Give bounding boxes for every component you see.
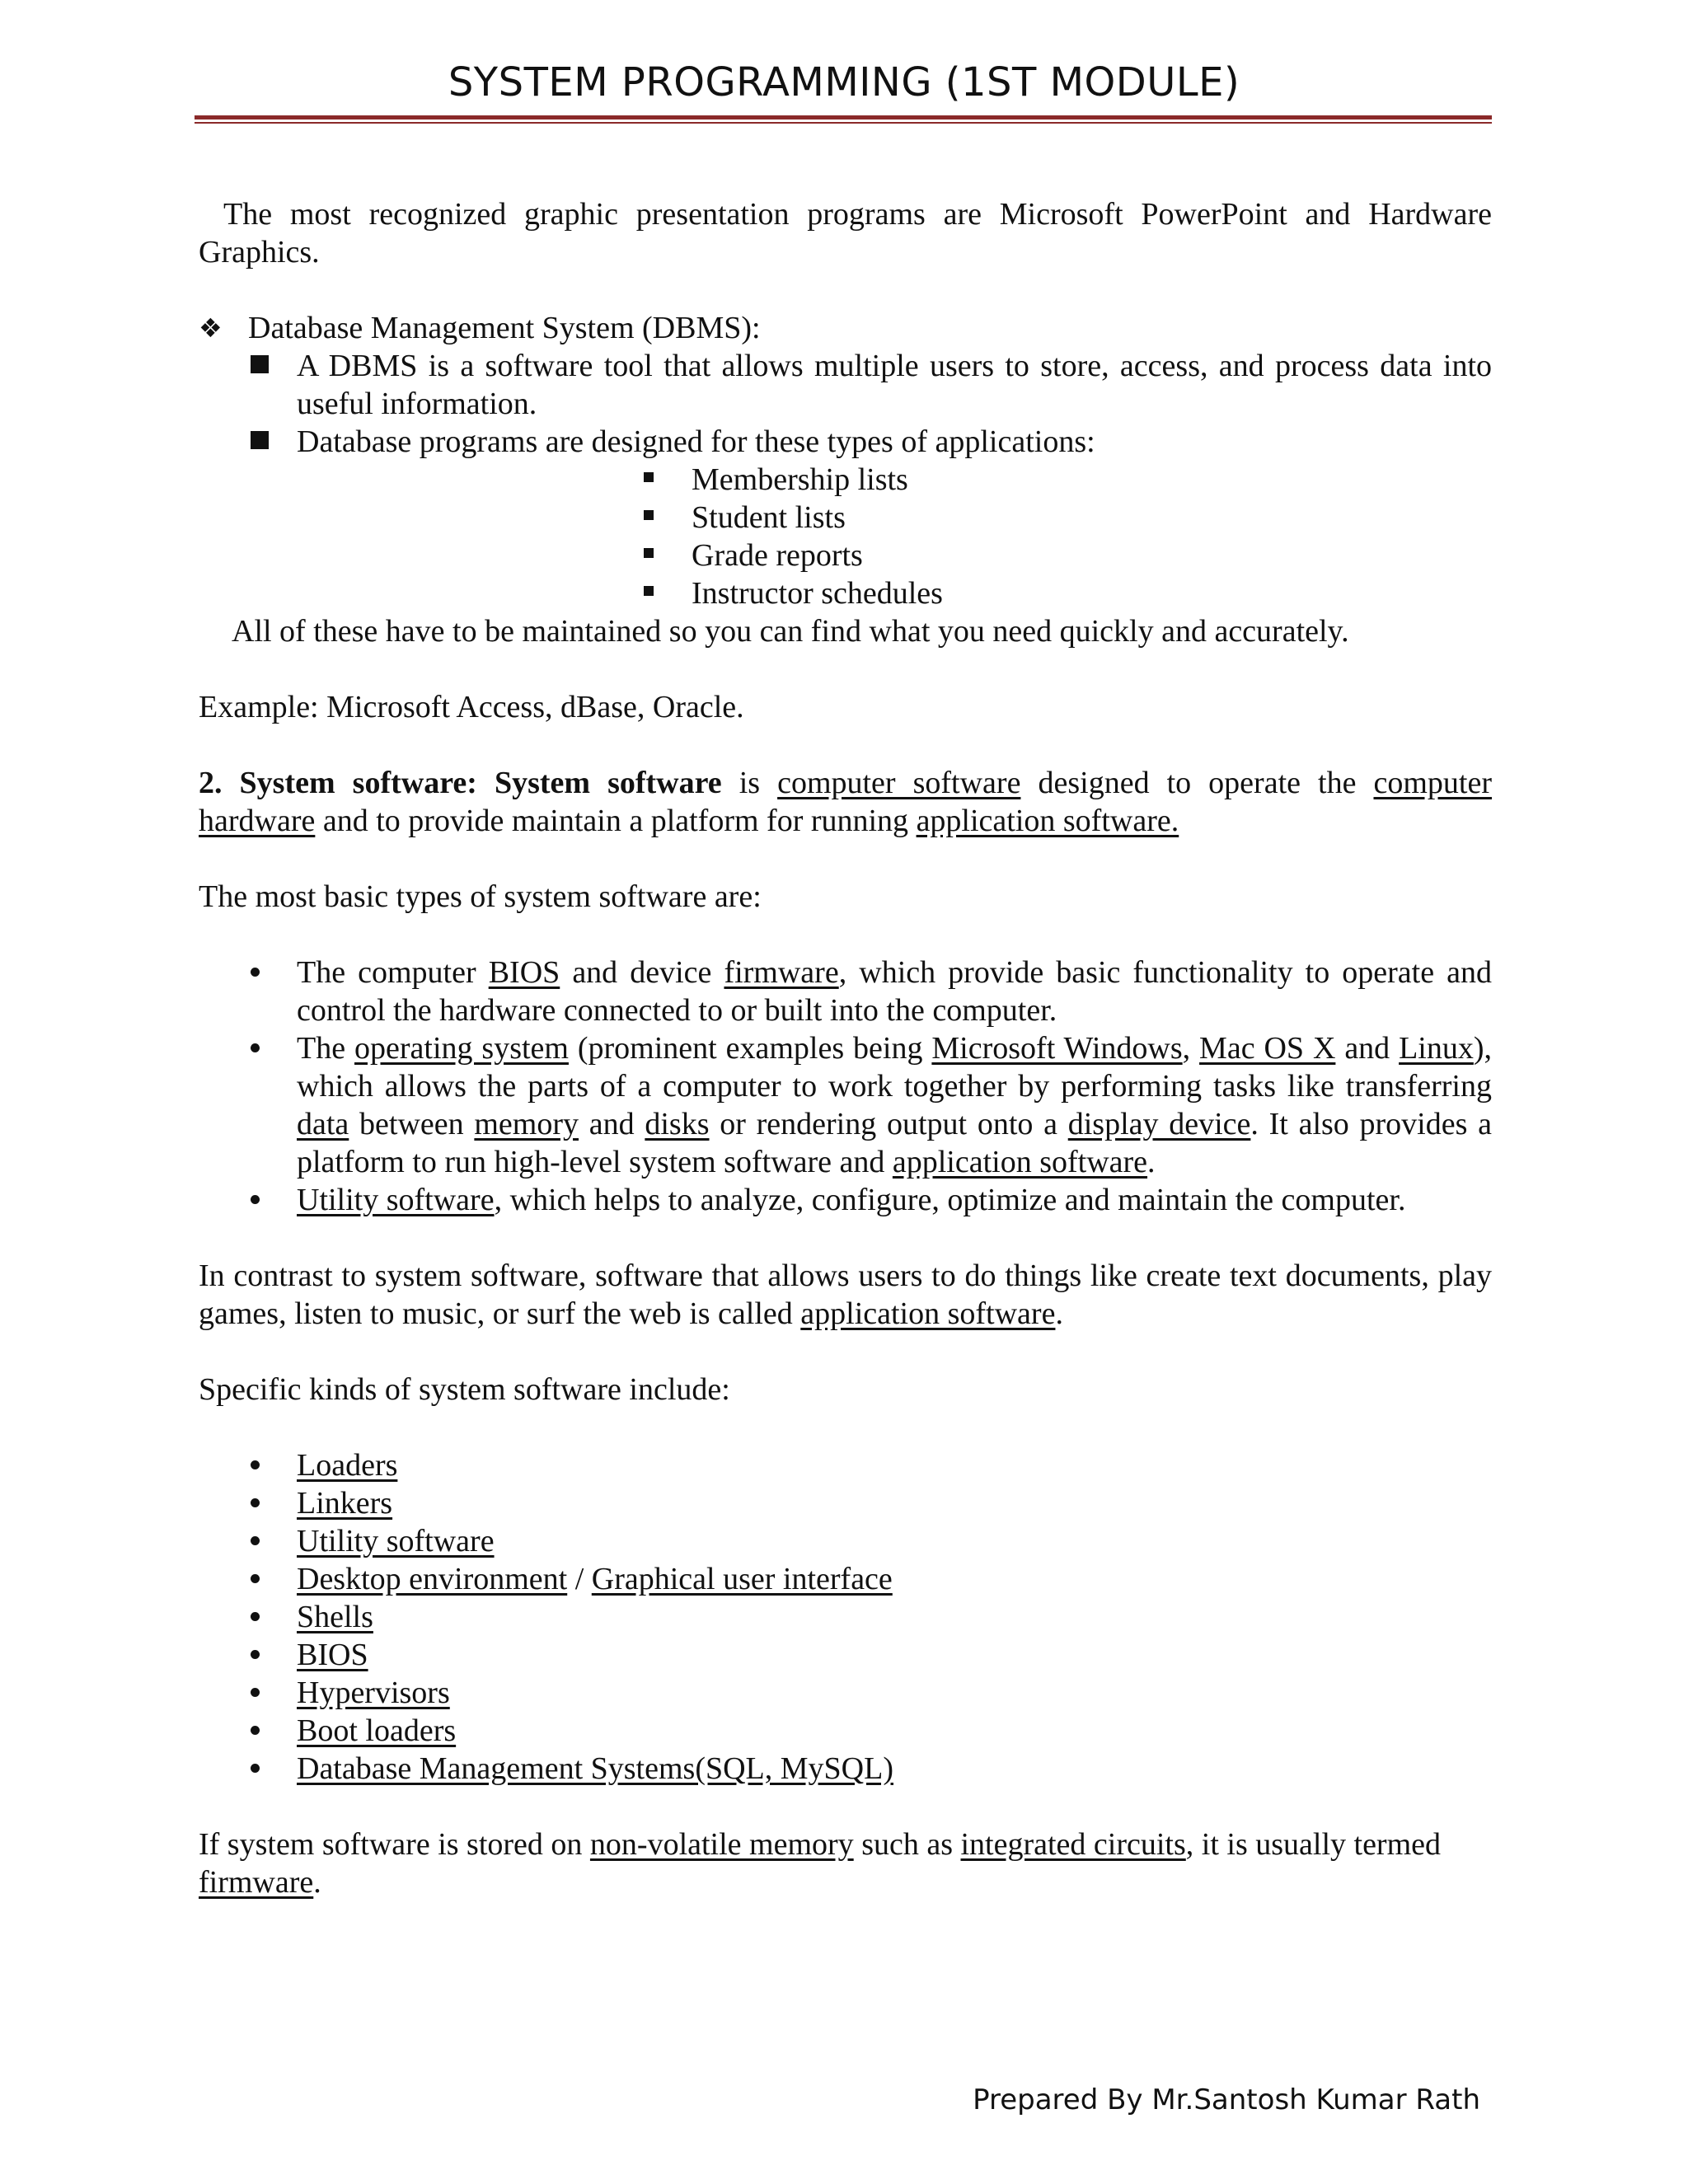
dbms-point-2 bbox=[199, 423, 1492, 461]
text-run: The computer bbox=[297, 955, 489, 990]
link-memory[interactable]: memory bbox=[474, 1107, 579, 1141]
round-bullet-icon bbox=[251, 1498, 260, 1507]
document-body bbox=[199, 195, 1492, 1901]
basic-type-operating-system bbox=[199, 1029, 1492, 1181]
square-bullet-icon bbox=[251, 431, 269, 449]
dbms-heading bbox=[199, 309, 1492, 347]
basic-types-intro: The most basic types of system software are: bbox=[199, 879, 762, 914]
kinds-intro: Specific kinds of system software include: bbox=[199, 1372, 730, 1407]
link-firmware[interactable]: firmware bbox=[724, 955, 839, 990]
small-square-bullet-icon bbox=[644, 472, 654, 482]
header-rule-thick bbox=[195, 115, 1492, 120]
link-loaders[interactable]: Loaders bbox=[297, 1448, 398, 1483]
link-linux[interactable]: Linux bbox=[1399, 1031, 1474, 1066]
kind-item bbox=[199, 1560, 1492, 1598]
link-bios[interactable]: BIOS bbox=[488, 955, 560, 990]
text-run: is bbox=[721, 766, 778, 800]
text-run: (prominent examples being bbox=[568, 1031, 932, 1066]
basic-type-bios bbox=[199, 954, 1492, 1029]
text-run: . It also provides a platform to run high-level system software and bbox=[297, 1107, 1492, 1179]
link-disks[interactable]: disks bbox=[645, 1107, 710, 1141]
round-bullet-icon bbox=[251, 1726, 260, 1735]
dbms-example: Example: Microsoft Access, dBase, Oracle. bbox=[199, 690, 744, 724]
basic-type-utility-software bbox=[199, 1181, 1492, 1219]
link-firmware[interactable]: firmware bbox=[199, 1865, 314, 1900]
link-application-software[interactable]: application software bbox=[800, 1296, 1056, 1331]
dbms-app-text: Student lists bbox=[692, 500, 846, 535]
text-run: , which provide basic functionality to operate and control the hardware connected to or built into the computer. bbox=[297, 955, 1492, 1028]
contrast-paragraph bbox=[199, 1257, 1492, 1333]
system-software-definition bbox=[199, 764, 1492, 840]
link-computer-software[interactable]: computer software bbox=[777, 766, 1021, 800]
link-desktop-environment[interactable]: Desktop environment bbox=[297, 1562, 568, 1596]
text-run: The bbox=[297, 1031, 354, 1066]
text-run: and to provide maintain a platform for running bbox=[315, 804, 917, 838]
link-hypervisors[interactable]: Hypervisors bbox=[297, 1675, 450, 1710]
dbms-app-item bbox=[199, 499, 1492, 537]
kind-item bbox=[199, 1636, 1492, 1674]
link-shells[interactable]: Shells bbox=[297, 1600, 373, 1634]
text-run: such as bbox=[853, 1827, 961, 1862]
kind-item bbox=[199, 1712, 1492, 1750]
dbms-app-text: Membership lists bbox=[692, 462, 908, 497]
dbms-app-item bbox=[199, 574, 1492, 612]
round-bullet-icon bbox=[251, 1460, 260, 1469]
round-bullet-icon bbox=[251, 1688, 260, 1697]
link-integrated-circuits[interactable]: integrated circuits bbox=[960, 1827, 1186, 1862]
link-application-software[interactable]: application software bbox=[892, 1145, 1148, 1179]
link-application-software[interactable]: application software. bbox=[916, 804, 1179, 838]
dbms-closing: All of these have to be maintained so you can find what you need quickly and accurately. bbox=[232, 614, 1349, 649]
link-computer-hardware[interactable]: computer hardware bbox=[199, 766, 1492, 838]
link-display-device[interactable]: display device bbox=[1067, 1107, 1251, 1141]
dbms-point-1-text: A DBMS is a software tool that allows multiple users to store, access, and process data into useful information. bbox=[297, 349, 1492, 421]
footer-author: Prepared By Mr.Santosh Kumar Rath bbox=[973, 2083, 1480, 2116]
text-run: or rendering output onto a bbox=[709, 1107, 1068, 1141]
dbms-app-text: Grade reports bbox=[692, 538, 863, 573]
link-utility-software[interactable]: Utility software bbox=[297, 1183, 495, 1217]
text-run: and bbox=[579, 1107, 645, 1141]
link-data[interactable]: data bbox=[297, 1107, 349, 1141]
kind-item bbox=[199, 1598, 1492, 1636]
dbms-app-item bbox=[199, 537, 1492, 574]
link-database-management-systems[interactable]: Database Management Systems(SQL, MySQL) bbox=[297, 1751, 893, 1786]
text-run: . bbox=[1147, 1145, 1156, 1179]
text-run: designed to operate the bbox=[1020, 766, 1374, 800]
text-run: , which helps to analyze, configure, optimize and maintain the computer. bbox=[494, 1183, 1406, 1217]
kind-item bbox=[199, 1522, 1492, 1560]
round-bullet-icon bbox=[251, 1195, 260, 1204]
round-bullet-icon bbox=[251, 1574, 260, 1583]
document-header-title: SYSTEM PROGRAMMING (1ST MODULE) bbox=[448, 59, 1240, 105]
system-software-term: System software bbox=[494, 766, 722, 800]
kind-item bbox=[199, 1484, 1492, 1522]
text-run: ), which allows the parts of a computer to work together by performing tasks like transferring bbox=[297, 1031, 1493, 1104]
round-bullet-icon bbox=[251, 1650, 260, 1659]
firmware-paragraph bbox=[199, 1825, 1492, 1901]
header-rule-thin bbox=[195, 122, 1492, 124]
text-run: . bbox=[313, 1865, 321, 1900]
round-bullet-icon bbox=[251, 1536, 260, 1545]
kind-item bbox=[199, 1674, 1492, 1712]
text-run: In contrast to system software, software that allows users to do things like create text documents, play games, listen to music, or surf the web is called bbox=[199, 1258, 1492, 1331]
round-bullet-icon bbox=[251, 1043, 260, 1052]
section-number-label: 2. System software: bbox=[199, 766, 477, 800]
round-bullet-icon bbox=[251, 1612, 260, 1621]
text-run: and device bbox=[560, 955, 724, 990]
diamond-bullet-icon: ❖ bbox=[199, 312, 223, 344]
text-run: , it is usually termed bbox=[1185, 1827, 1442, 1862]
link-graphical-user-interface[interactable]: Graphical user interface bbox=[591, 1562, 893, 1596]
link-utility-software[interactable]: Utility software bbox=[297, 1524, 495, 1558]
small-square-bullet-icon bbox=[644, 510, 654, 520]
dbms-app-item bbox=[199, 461, 1492, 499]
paragraph-presentation-programs: The most recognized graphic presentation programs are Microsoft PowerPoint and Hardware Graphics. bbox=[199, 197, 1492, 269]
small-square-bullet-icon bbox=[644, 586, 654, 596]
kind-item bbox=[199, 1750, 1492, 1788]
link-boot-loaders[interactable]: Boot loaders bbox=[297, 1713, 457, 1748]
text-run: and bbox=[1335, 1031, 1400, 1066]
text-run: . bbox=[1055, 1296, 1063, 1331]
link-linkers[interactable]: Linkers bbox=[297, 1486, 393, 1521]
square-bullet-icon bbox=[251, 355, 269, 373]
small-square-bullet-icon bbox=[644, 548, 654, 558]
link-non-volatile-memory[interactable]: non-volatile memory bbox=[589, 1827, 854, 1862]
link-mac-os-x[interactable]: Mac OS X bbox=[1199, 1031, 1336, 1066]
text-run: between bbox=[349, 1107, 475, 1141]
link-microsoft-windows[interactable]: Microsoft Windows bbox=[931, 1031, 1183, 1066]
kind-item bbox=[199, 1446, 1492, 1484]
round-bullet-icon bbox=[251, 1764, 260, 1773]
text-run: If system software is stored on bbox=[199, 1827, 590, 1862]
dbms-heading-text: Database Management System (DBMS): bbox=[248, 311, 761, 345]
round-bullet-icon bbox=[251, 968, 260, 977]
dbms-point-2-text: Database programs are designed for these types of applications: bbox=[297, 424, 1095, 459]
text-run: , bbox=[1182, 1031, 1200, 1066]
link-operating-system[interactable]: operating system bbox=[354, 1031, 569, 1066]
link-bios[interactable]: BIOS bbox=[297, 1638, 368, 1672]
separator-slash: / bbox=[567, 1562, 592, 1596]
dbms-point-1 bbox=[199, 347, 1492, 423]
dbms-app-text: Instructor schedules bbox=[692, 576, 943, 611]
